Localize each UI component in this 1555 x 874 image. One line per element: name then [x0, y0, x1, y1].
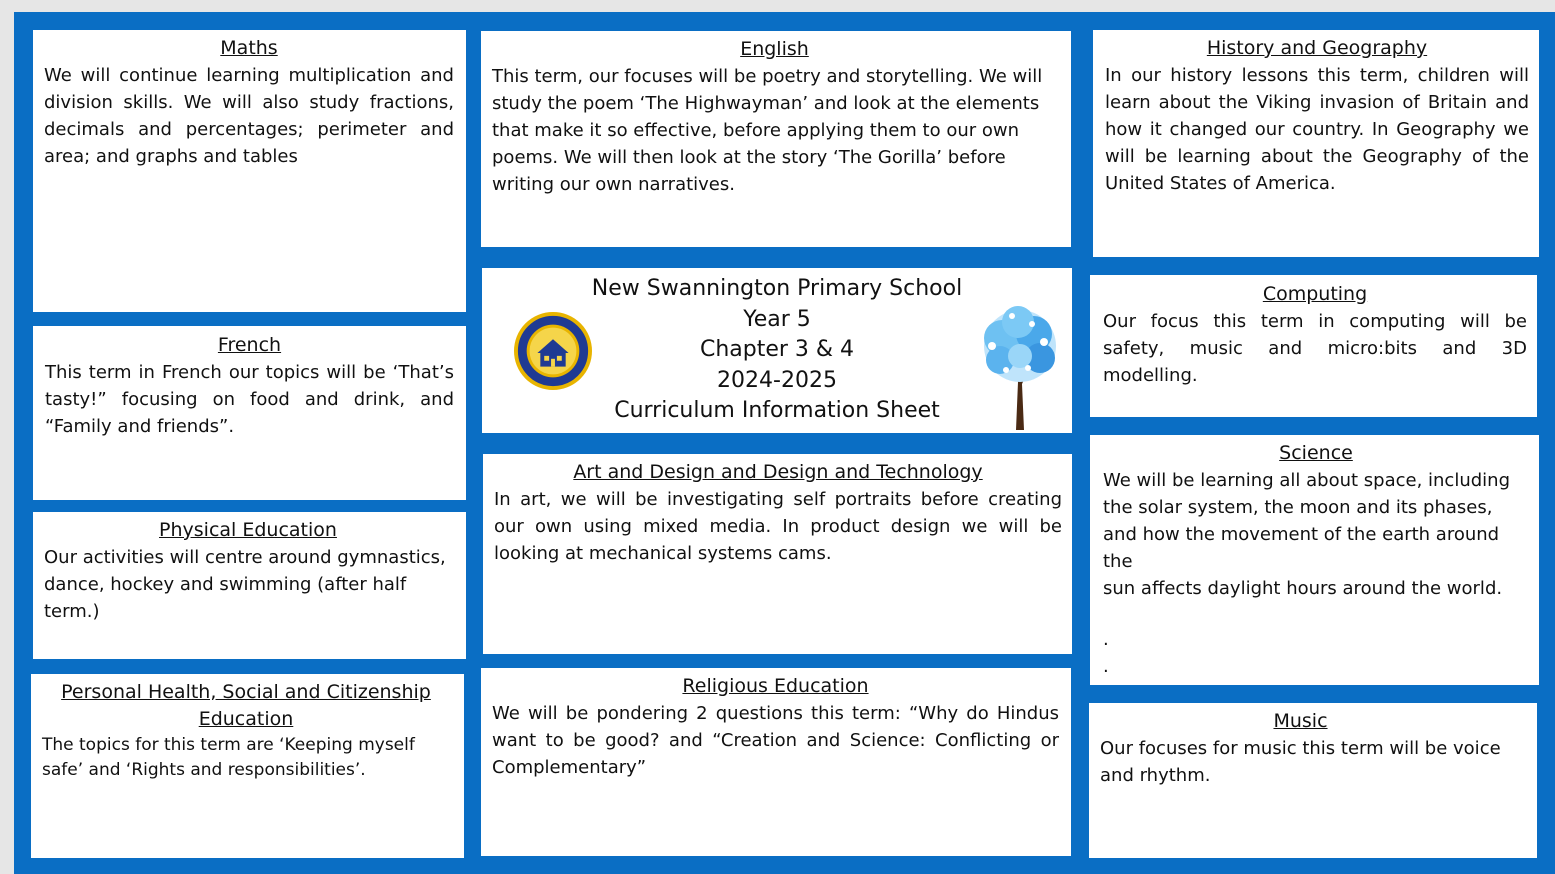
history-geography-panel [1093, 30, 1539, 257]
sheet-title: Curriculum Information Sheet [614, 398, 940, 423]
science-dot-1: . [1103, 629, 1109, 650]
maths-panel [33, 30, 466, 312]
re-panel [481, 668, 1071, 856]
english-panel [481, 31, 1071, 247]
art-dt-body: In art, we will be investigating self portraits before creating our own using mixed media. In product design we will be looking at mechanical systems cams. [494, 489, 1062, 564]
snowflake-tree-icon [972, 302, 1066, 432]
computing-panel [1090, 275, 1537, 417]
music-title: Music [1273, 710, 1328, 732]
science-body: We will be learning all about space, including the solar system, the moon and its phases, and how the movement of the earth around the [1103, 470, 1510, 572]
pe-title: Physical Education [159, 519, 337, 541]
year-label: Year 5 [743, 306, 811, 332]
art-dt-panel [483, 454, 1072, 654]
history-geography-body: In our history lessons this term, children will learn about the Viking invasion of Britain and how it changed our country. In Geography we will be learning about the Geography of the United States of America. [1105, 65, 1529, 194]
maths-body: We will continue learning multiplication and division skills. We will also study fractions, decimals and percentages; perimeter and area; and graphs and tables [44, 65, 454, 167]
pshce-panel [31, 674, 464, 858]
english-body: This term, our focuses will be poetry and storytelling. We will study the poem ‘The Highwayman’ and look at the elements that make it so effective, before applying them to our own poems. We will then look at the story ‘The Gorilla’ before writing our own narratives. [492, 66, 1043, 195]
computing-title: Computing [1262, 283, 1368, 305]
french-body: This term in French our topics will be ‘That’s tasty!” focusing on food and drink, and “Family and friends”. [45, 362, 454, 437]
science-dot-2: . [1103, 656, 1109, 677]
art-dt-title: Art and Design and Design and Technology [573, 461, 983, 483]
history-geography-title: History and Geography [1206, 37, 1428, 59]
science-panel [1090, 435, 1539, 685]
re-title: Religious Education [682, 675, 869, 697]
chapter-label: Chapter 3 & 4 [699, 337, 855, 362]
science-body-line2: sun affects daylight hours around the world. [1103, 578, 1503, 599]
music-panel [1089, 703, 1537, 858]
science-title: Science [1279, 442, 1353, 464]
pshce-title: Personal Health, Social and Citizenship Education [61, 681, 431, 730]
school-year-label: 2024-2025 [717, 367, 837, 393]
french-panel [33, 326, 466, 500]
pe-panel [33, 512, 466, 659]
music-body: Our focuses for music this term will be voice and rhythm. [1100, 738, 1501, 786]
school-name: New Swannington Primary School [591, 276, 963, 301]
pe-body: Our activities will centre around gymnastics, dance, hockey and swimming (after half term.) [44, 547, 446, 622]
french-title: French [217, 334, 282, 356]
computing-body: Our focus this term in computing will be safety, music and micro:bits and 3D modelling. [1103, 311, 1527, 386]
re-body: We will be pondering 2 questions this term: “Why do Hindus want to be good? and “Creation and Science: Conflicting or Complementary” [492, 703, 1059, 778]
school-logo-icon [514, 312, 592, 390]
school-header-panel [482, 268, 1072, 433]
english-title: English [740, 38, 809, 60]
maths-title: Maths [220, 37, 278, 59]
pshce-body: The topics for this term are ‘Keeping myself safe’ and ‘Rights and responsibilities’. [42, 735, 415, 780]
